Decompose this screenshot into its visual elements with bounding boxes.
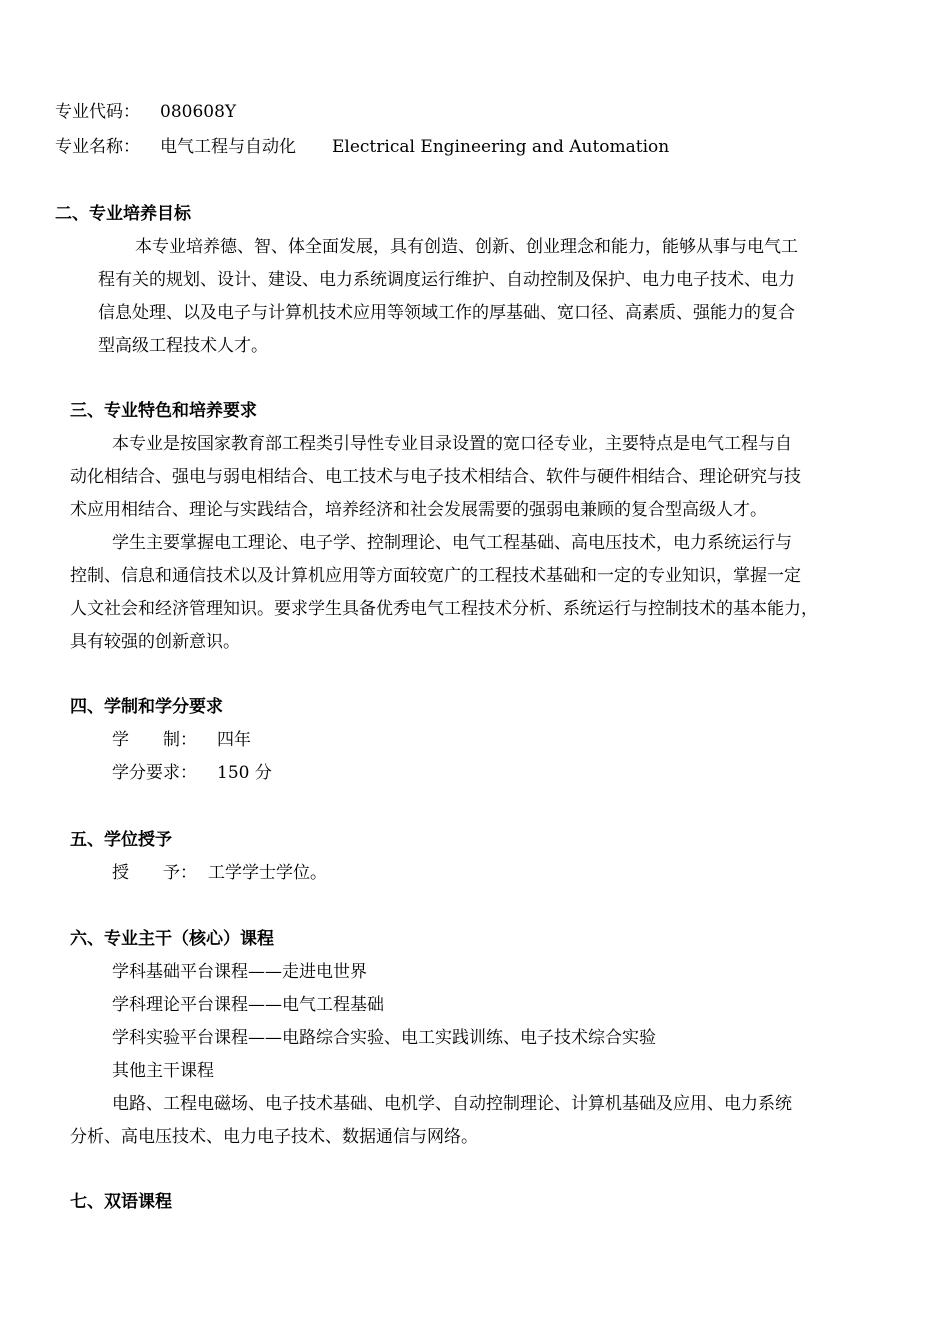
section-4-title: 四、学制和学分要求 xyxy=(70,697,223,717)
section-3-line: 术应用相结合、理论与实践结合，培养经济和社会发展需要的强弱电兼顾的复合型高级人才。 xyxy=(70,500,767,520)
section-7-title: 七、双语课程 xyxy=(70,1192,172,1212)
degree-value: 工学学士学位。 xyxy=(208,863,327,883)
section-2-title: 二、专业培养目标 xyxy=(55,204,191,224)
duration-label: 学 制： xyxy=(112,730,197,750)
core-course-item: 其他主干课程 xyxy=(112,1061,214,1081)
major-code-label: 专业代码： xyxy=(55,102,140,122)
section-2-line: 程有关的规划、设计、建设、电力系统调度运行维护、自动控制及保护、电力电子技术、电力 xyxy=(98,270,795,290)
credits-value: 150 分 xyxy=(217,763,272,783)
section-3-line: 人文社会和经济管理知识。要求学生具备优秀电气工程技术分析、系统运行与控制技术的基本能力， xyxy=(70,599,818,619)
section-3-line: 学生主要掌握电工理论、电子学、控制理论、电气工程基础、高电压技术，电力系统运行与 xyxy=(112,533,792,553)
section-3-line: 动化相结合、强电与弱电相结合、电工技术与电子技术相结合、软件与硬件相结合、理论研究与技 xyxy=(70,467,801,487)
section-2-line: 信息处理、以及电子与计算机技术应用等领域工作的厚基础、宽口径、高素质、强能力的复合 xyxy=(98,303,795,323)
core-course-item: 学科基础平台课程——走进电世界 xyxy=(112,962,367,982)
major-name-en: Electrical Engineering and Automation xyxy=(332,137,670,157)
duration-value: 四年 xyxy=(217,730,251,750)
section-5-title: 五、学位授予 xyxy=(70,830,172,850)
credits-label: 学分要求： xyxy=(112,763,197,783)
degree-label: 授 予： xyxy=(112,863,197,883)
section-3-line: 控制、信息和通信技术以及计算机应用等方面较宽广的工程技术基础和一定的专业知识，掌握一定 xyxy=(70,566,801,586)
section-2-line: 本专业培养德、智、体全面发展，具有创造、创新、创业理念和能力，能够从事与电气工 xyxy=(135,237,798,257)
section-3-line: 本专业是按国家教育部工程类引导性专业目录设置的宽口径专业，主要特点是电气工程与自 xyxy=(112,434,792,454)
core-course-item: 学科实验平台课程——电路综合实验、电工实践训练、电子技术综合实验 xyxy=(112,1028,656,1048)
major-name-label: 专业名称： xyxy=(55,137,140,157)
section-2-line: 型高级工程技术人才。 xyxy=(98,336,268,356)
other-courses-line: 分析、高电压技术、电力电子技术、数据通信与网络。 xyxy=(70,1127,478,1147)
major-code-value: 080608Y xyxy=(160,102,237,122)
section-3-title: 三、专业特色和培养要求 xyxy=(70,401,257,421)
section-3-line: 具有较强的创新意识。 xyxy=(70,632,240,652)
major-name-cn: 电气工程与自动化 xyxy=(160,137,296,157)
section-6-title: 六、专业主干（核心）课程 xyxy=(70,929,274,949)
other-courses-line: 电路、工程电磁场、电子技术基础、电机学、自动控制理论、计算机基础及应用、电力系统 xyxy=(112,1094,792,1114)
core-course-item: 学科理论平台课程——电气工程基础 xyxy=(112,995,384,1015)
